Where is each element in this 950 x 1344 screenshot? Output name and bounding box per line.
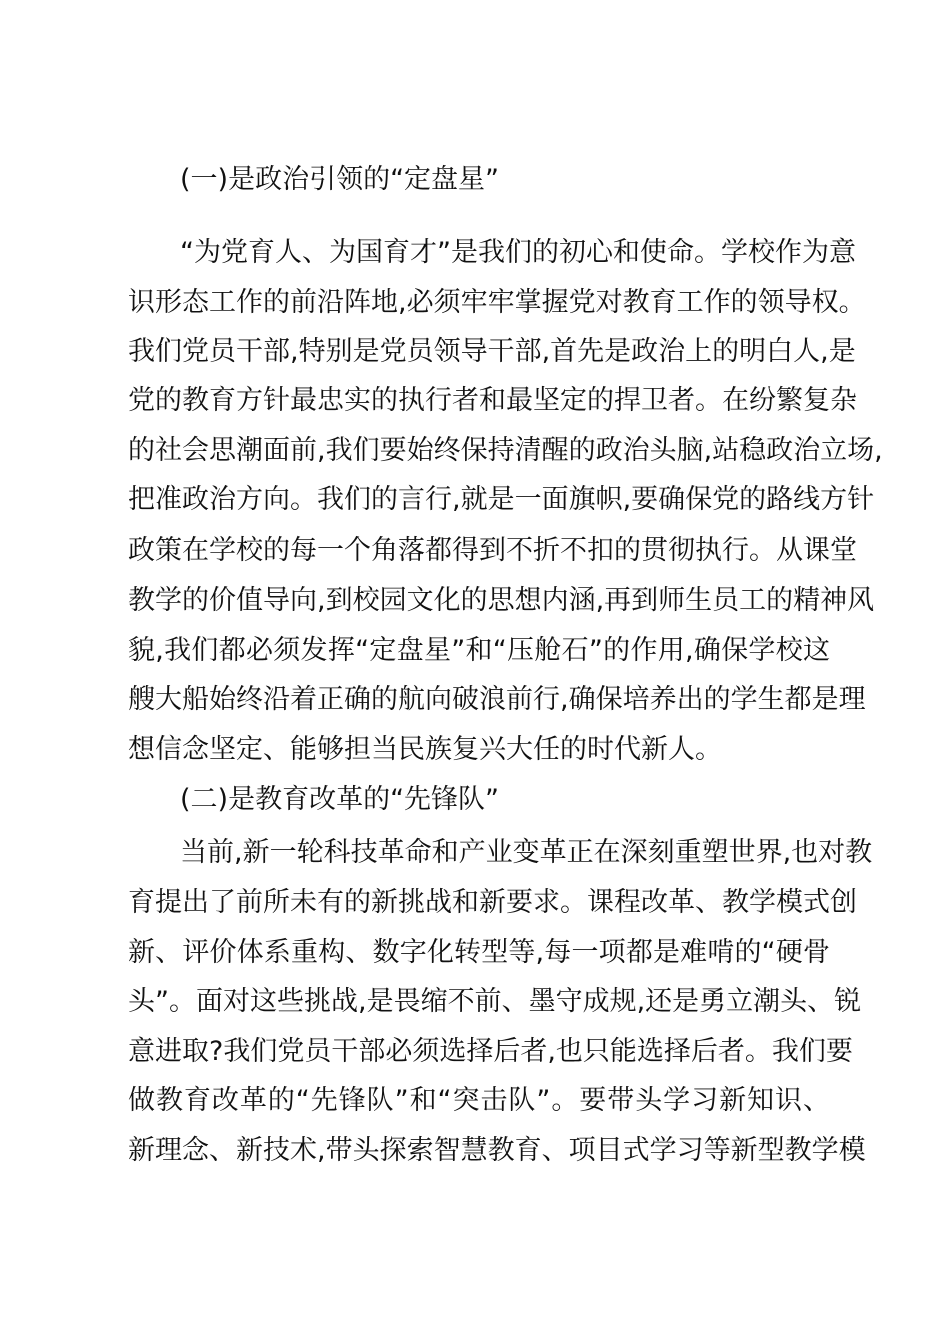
paragraph-line: 做教育改革的“先锋队”和“突击队”。要带头学习新知识、 [128, 1085, 830, 1116]
paragraph-line: 貌,我们都必须发挥“定盘星”和“压舱石”的作用,确保学校这 [128, 635, 830, 666]
paragraph-line: 当前,新一轮科技革命和产业变革正在深刻重塑世界,也对教 [180, 837, 873, 868]
paragraph-line: 政策在学校的每一个角落都得到不折不扣的贯彻执行。从课堂 [128, 535, 857, 566]
paragraph-line: 识形态工作的前沿阵地,必须牢牢掌握党对教育工作的领导权。 [128, 287, 866, 318]
paragraph-line: 教学的价值导向,到校园文化的思想内涵,再到师生员工的精神风 [128, 585, 875, 616]
paragraph-line: 艘大船始终沿着正确的航向破浪前行,确保培养出的学生都是理 [128, 684, 866, 715]
paragraph-line: 新理念、新技术,带头探索智慧教育、项目式学习等新型教学模 [128, 1135, 866, 1166]
section-heading: (二)是教育改革的“先锋队” [180, 784, 500, 815]
paragraph-line: 育提出了前所未有的新挑战和新要求。课程改革、教学模式创 [128, 887, 857, 918]
paragraph-line: 想信念坚定、能够担当民族复兴大任的时代新人。 [128, 734, 722, 765]
paragraph-line: 头”。面对这些挑战,是畏缩不前、墨守成规,还是勇立潮头、锐 [128, 986, 862, 1017]
paragraph-line: 我们党员干部,特别是党员领导干部,首先是政治上的明白人,是 [128, 336, 856, 367]
paragraph-line: 的社会思潮面前,我们要始终保持清醒的政治头脑,站稳政治立场, [128, 435, 883, 466]
paragraph-line: 意进取?我们党员干部必须选择后者,也只能选择后者。我们要 [128, 1036, 853, 1067]
paragraph-line: 党的教育方针最忠实的执行者和最坚定的捍卫者。在纷繁复杂 [128, 385, 857, 416]
paragraph-line: “为党育人、为国育才”是我们的初心和使命。学校作为意 [180, 237, 856, 268]
section-heading: (一)是政治引领的“定盘星” [180, 164, 500, 195]
paragraph-line: 新、评价体系重构、数字化转型等,每一项都是难啃的“硬骨 [128, 937, 830, 968]
paragraph-line: 把准政治方向。我们的言行,就是一面旗帜,要确保党的路线方针 [128, 484, 875, 515]
